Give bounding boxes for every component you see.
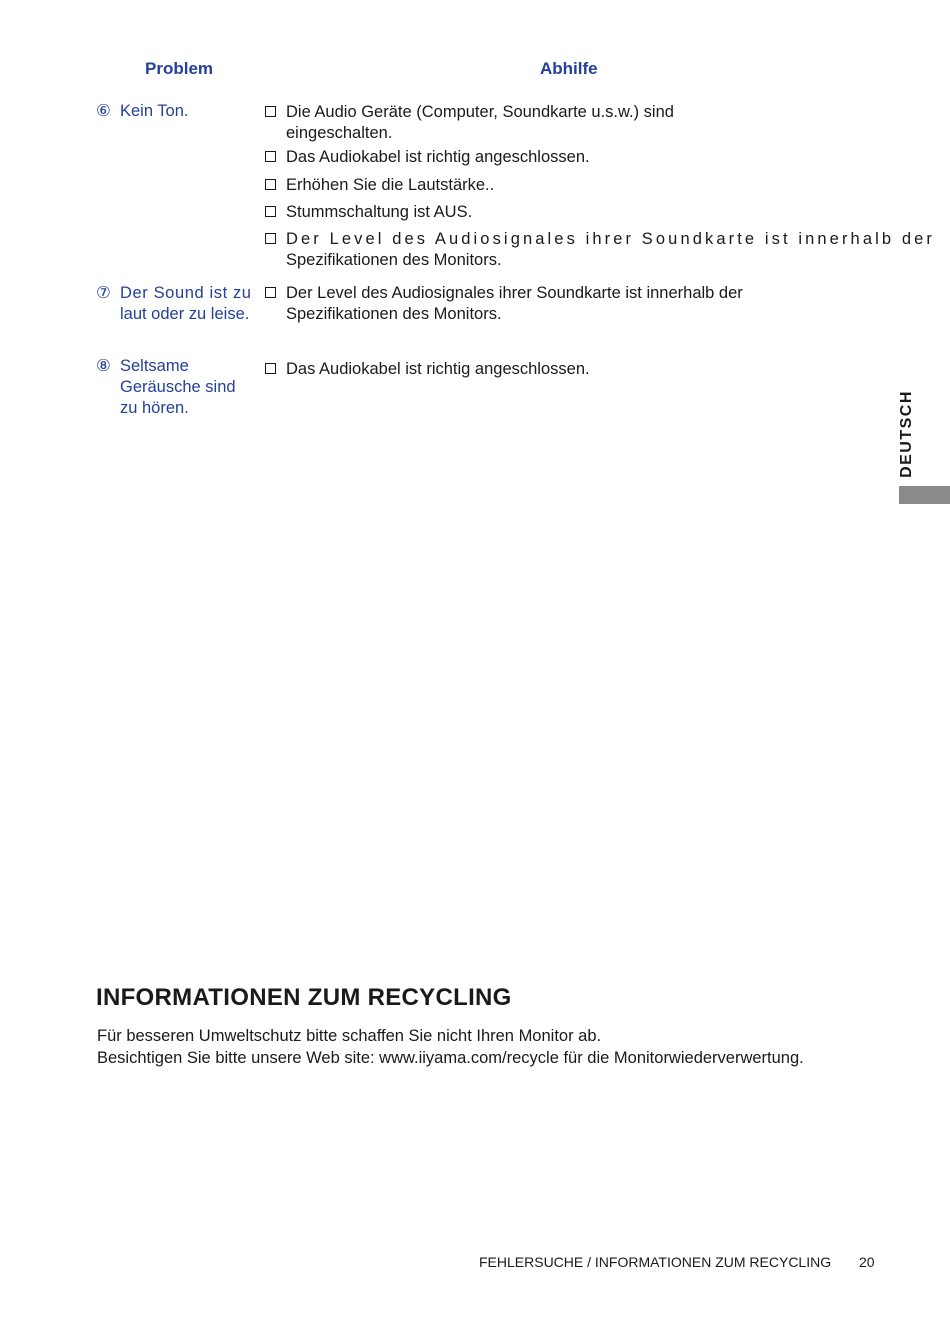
recycling-text-line2: Besichtigen Sie bitte unsere Web site: www.iiyama.com/recycle für die Monitorwiederverwertung. (97, 1049, 804, 1067)
checkbox-icon (265, 363, 276, 374)
footer-section-title: FEHLERSUCHE / INFORMATIONEN ZUM RECYCLING (479, 1254, 832, 1270)
remedy-text: Der Level des Audiosignales ihrer Soundkarte ist innerhalb der (286, 230, 935, 248)
checkbox-icon (265, 106, 276, 117)
recycling-text-line1: Für besseren Umweltschutz bitte schaffen Sie nicht Ihren Monitor ab. (97, 1027, 602, 1045)
problem-number: ⑥ (96, 102, 111, 120)
header-remedy: Abhilfe (540, 59, 598, 78)
problem-text: Der Sound ist zu (120, 284, 252, 302)
language-tab-marker (899, 486, 950, 504)
remedy-text: Der Level des Audiosignales ihrer Soundkarte ist innerhalb der (286, 284, 743, 302)
problem-text: zu hören. (120, 399, 189, 417)
remedy-text: Das Audiokabel ist richtig angeschlossen. (286, 360, 590, 378)
remedy-text: Spezifikationen des Monitors. (286, 305, 502, 323)
checkbox-icon (265, 287, 276, 298)
remedy-text: Die Audio Geräte (Computer, Soundkarte u.s.w.) sind (286, 103, 674, 121)
recycling-title: INFORMATIONEN ZUM RECYCLING (96, 984, 512, 1011)
remedy-text: Das Audiokabel ist richtig angeschlossen. (286, 148, 590, 166)
problem-text: Geräusche sind (120, 378, 236, 396)
header-problem: Problem (145, 59, 214, 78)
problem-number: ⑦ (96, 284, 111, 302)
remedy-text: Erhöhen Sie die Lautstärke.. (286, 176, 495, 194)
page-number: 20 (859, 1254, 875, 1270)
checkbox-icon (265, 233, 276, 244)
problem-text: Kein Ton. (120, 102, 189, 120)
checkbox-icon (265, 206, 276, 217)
language-tab-label (895, 386, 919, 482)
problem-number: ⑧ (96, 357, 111, 375)
language-label: DEUTSCH (898, 390, 915, 478)
problem-text: Seltsame (120, 357, 189, 375)
remedy-text: Spezifikationen des Monitors. (286, 251, 502, 269)
problem-text: laut oder zu leise. (120, 305, 250, 323)
remedy-text: eingeschalten. (286, 124, 393, 142)
remedy-text: Stummschaltung ist AUS. (286, 203, 473, 221)
checkbox-icon (265, 179, 276, 190)
checkbox-icon (265, 151, 276, 162)
